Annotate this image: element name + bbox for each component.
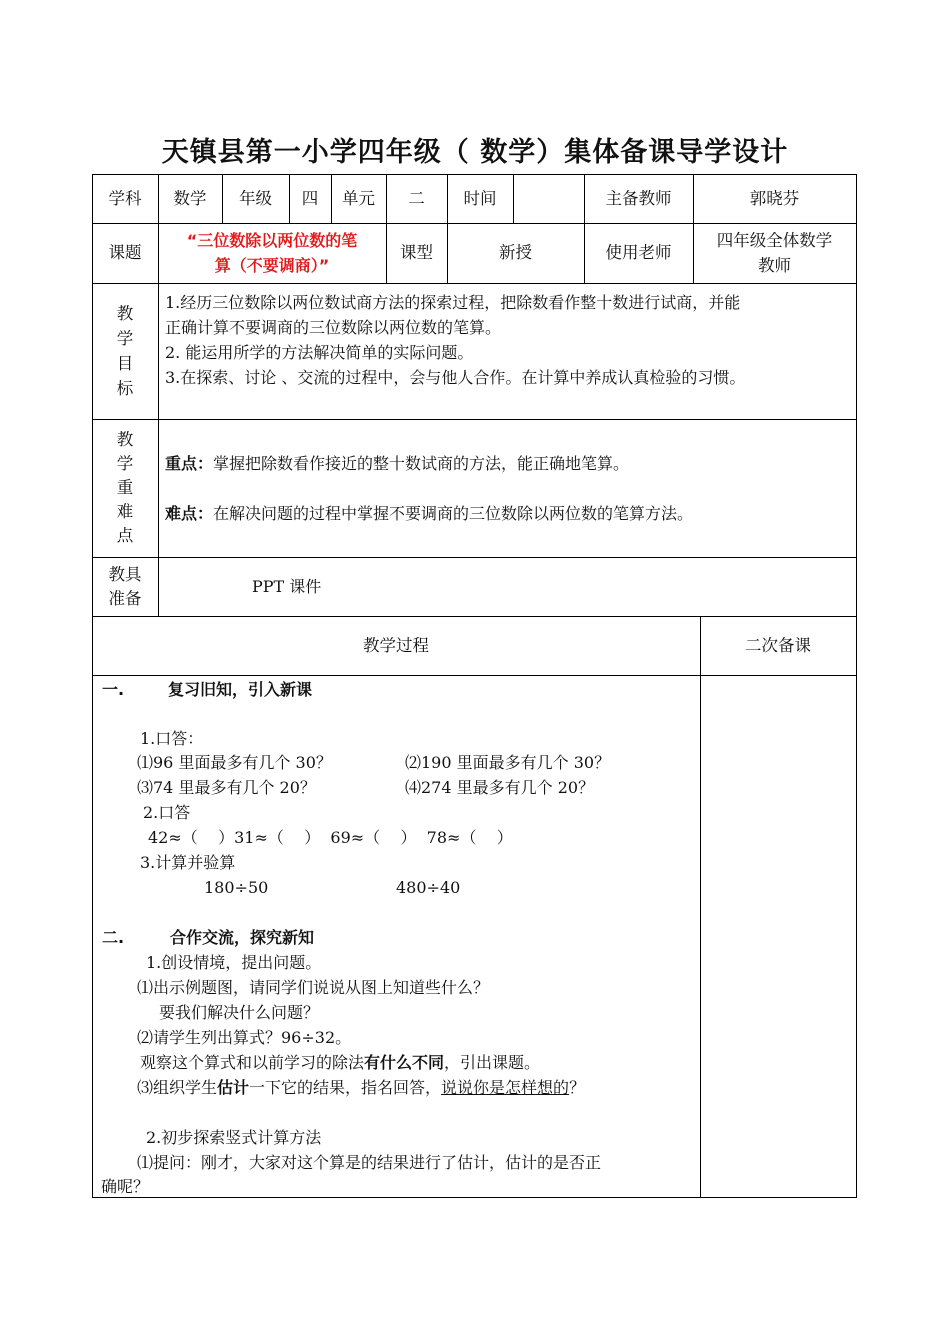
step-1: 1.创设情境，提出问题。 [146, 953, 322, 972]
subject-label: 学科 [108, 188, 142, 208]
lesson-type-value: 新授 [499, 243, 532, 262]
tools-label [92, 557, 158, 616]
key-point [165, 453, 629, 475]
step-1e-bold: 估计 [217, 1078, 250, 1097]
question-3b: 480÷40 [396, 878, 461, 897]
question-3a: 180÷50 [204, 878, 269, 897]
difficult-point-label: 难点： [165, 504, 214, 523]
section1-title: 复习旧知，引入新课 [168, 680, 313, 699]
goal-line: 2. 能运用所学的方法解决简单的实际问题。 [165, 343, 474, 362]
tools-label-line: 教具 [108, 564, 142, 584]
step-2a: ⑴提问：刚才，大家对这个算是的结果进行了估计，估计的是否正 [137, 1153, 602, 1172]
step-1e-post: ？ [569, 1078, 586, 1097]
step-1d-pre: 观察这个算式和以前学习的除法 [140, 1053, 365, 1072]
lesson-type-label: 课型 [400, 243, 433, 262]
question-3: 3.计算并验算 [140, 853, 236, 872]
step-1d-bold: 有什么不同 [364, 1053, 445, 1072]
keypoints-label-char: 教 [116, 430, 134, 449]
topic-label: 课题 [108, 243, 142, 262]
difficult-point [165, 503, 693, 525]
grade-label: 年级 [239, 188, 272, 208]
difficult-point-text: 在解决问题的过程中掌握不要调商的三位数除以两位数的笔算方法。 [213, 504, 694, 523]
goal-line: 1.经历三位数除以两位数试商方法的探索过程，把除数看作整十数进行试商，并能 [165, 293, 741, 312]
step-1d-post: ，引出课题。 [444, 1053, 541, 1072]
step-1d [140, 1052, 540, 1074]
question-1d: ⑷274 里最多有几个 20？ [405, 778, 595, 797]
keypoints-label-char: 重 [116, 478, 134, 497]
question-1b: ⑵190 里面最多有几个 30？ [405, 753, 611, 772]
keypoints-label-char: 学 [116, 454, 134, 473]
goals-label-char: 学 [116, 329, 134, 348]
lead-teacher-label: 主备教师 [605, 188, 672, 208]
tools-text: PPT 课件 [252, 577, 322, 596]
section2-title: 合作交流，探究新知 [170, 928, 315, 947]
process-header: 教学过程 [363, 635, 429, 655]
topic-line2: 算（不要调商）” [214, 256, 330, 275]
lead-teacher-value: 郭晓芬 [749, 188, 800, 208]
question-2: 2.口答 [143, 803, 191, 822]
step-2: 2.初步探索竖式计算方法 [146, 1128, 322, 1147]
step-1e [137, 1077, 585, 1099]
user-line1: 四年级全体数学 [716, 231, 833, 250]
user-teacher-value [693, 223, 856, 283]
key-point-text: 掌握把除数看作接近的整十数试商的方法，能正确地笔算。 [213, 454, 630, 473]
step-1a: ⑴出示例题图，请同学们说说从图上知道些什么？ [137, 978, 490, 997]
goals-label-char: 标 [116, 379, 134, 398]
section2-number: 二. [102, 928, 125, 947]
second-prep-header: 二次备课 [745, 635, 811, 655]
section1-number: 一. [102, 680, 125, 699]
goals-label-char: 教 [116, 304, 134, 323]
subject-value: 数学 [173, 188, 207, 208]
keypoints-label-char: 难 [116, 502, 134, 521]
question-1c: ⑶74 里最多有几个 20？ [137, 778, 316, 797]
user-teacher-label: 使用老师 [605, 243, 672, 262]
step-1e-pre: ⑶组织学生 [137, 1078, 218, 1097]
goal-line: 正确计算不要调商的三位数除以两位数的笔算。 [165, 318, 502, 337]
topic-line1: “三位数除以两位数的笔 [186, 231, 358, 250]
page-title: 天镇县第一小学四年级（ 数学）集体备课导学设计 [161, 137, 789, 168]
grade-value: 四 [301, 188, 319, 208]
keypoints-label-char: 点 [116, 526, 134, 545]
user-line2: 教师 [758, 256, 791, 275]
time-value [513, 174, 584, 223]
question-1a: ⑴96 里面最多有几个 30？ [137, 753, 332, 772]
topic-value [158, 223, 386, 283]
step-1e-mid: 一下它的结果，指名回答， [249, 1078, 442, 1097]
step-1b: 要我们解决什么问题？ [159, 1003, 320, 1022]
step-2b: 确呢？ [101, 1177, 150, 1196]
step-1e-underlined: 说说你是怎样想的 [441, 1078, 570, 1097]
question-1: 1.口答： [140, 729, 204, 748]
unit-value: 二 [408, 188, 425, 208]
keypoints-label [92, 419, 158, 557]
time-label: 时间 [463, 188, 497, 208]
goal-line: 3.在探索、讨论 、交流的过程中，会与他人合作。在计算中养成认真检验的习惯。 [165, 368, 746, 387]
tools-label-line: 准备 [108, 588, 142, 608]
goals-label [92, 283, 158, 419]
unit-label: 单元 [342, 188, 375, 208]
step-1c: ⑵请学生列出算式？96÷32。 [137, 1028, 352, 1047]
question-2-items: 42≈（ ）31≈（ ） 69≈（ ） 78≈（ ） [148, 828, 513, 847]
key-point-label: 重点： [165, 454, 214, 473]
goals-label-char: 目 [116, 354, 134, 373]
